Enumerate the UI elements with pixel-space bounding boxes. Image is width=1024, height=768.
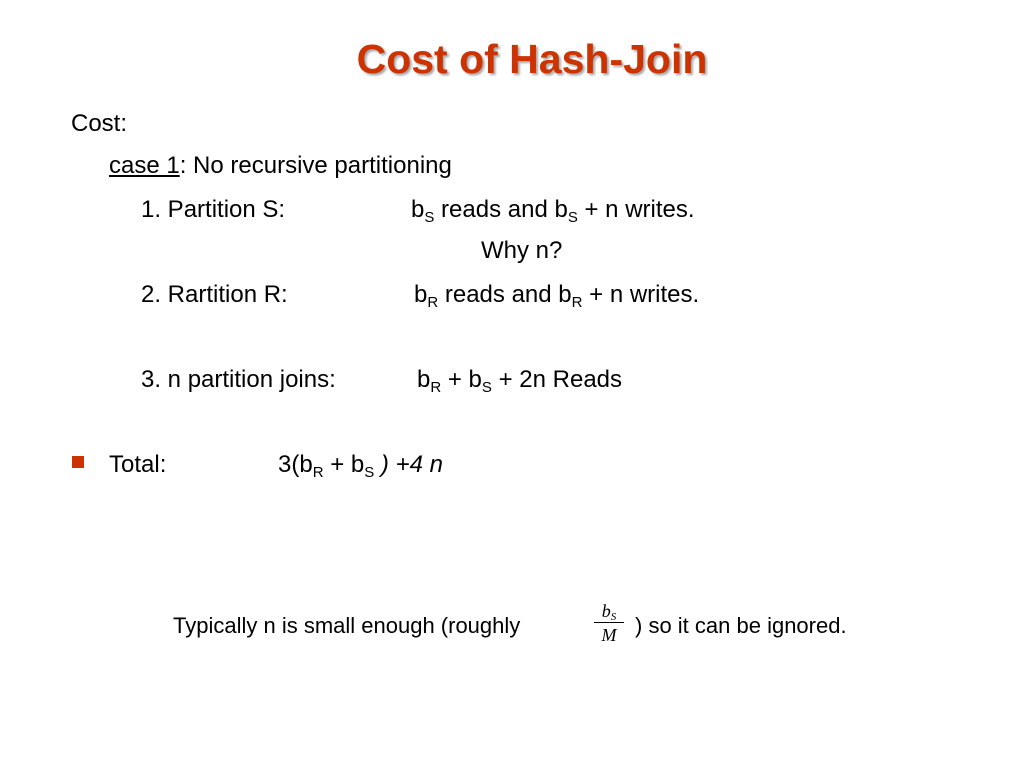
- fraction-numerator: [592, 601, 626, 621]
- step2-b: b: [414, 281, 428, 308]
- step2-sub2: R: [571, 294, 583, 311]
- step3-text2: + 2n Reads: [491, 366, 623, 393]
- total-formula: [278, 451, 443, 479]
- bullet-square-icon: [72, 456, 84, 468]
- step2-label: 2. Rartition R:: [141, 281, 288, 308]
- case-line: [109, 152, 452, 180]
- step2-text2: + n writes.: [582, 281, 700, 308]
- step3-formula: [417, 366, 622, 394]
- step2-text1: reads and b: [438, 281, 572, 308]
- step1-text2: + n writes.: [577, 196, 695, 223]
- total-sub1: R: [312, 464, 324, 481]
- step1-b: b: [411, 196, 425, 223]
- total-part3: ) +4: [374, 451, 430, 478]
- step1-sub1: S: [424, 209, 435, 226]
- fraction-num-sub: S: [610, 611, 617, 623]
- step2-sub1: R: [427, 294, 439, 311]
- why-n-text: Why n?: [481, 237, 563, 264]
- step1-text1: reads and b: [434, 196, 568, 223]
- step2-formula: [414, 281, 699, 309]
- cost-label: Cost:: [71, 110, 128, 137]
- note-text-before: Typically n is small enough (roughly: [173, 613, 521, 638]
- total-part2: + b: [323, 451, 365, 478]
- step1-sub2: S: [567, 209, 578, 226]
- total-n: n: [429, 451, 443, 478]
- fraction-bs-over-m: [592, 601, 626, 645]
- total-label: Total:: [109, 451, 167, 478]
- step3-label: 3. n partition joins:: [141, 366, 336, 393]
- fraction-bar: [594, 622, 624, 623]
- case-text: : No recursive partitioning: [179, 152, 452, 179]
- step3-sub2: S: [481, 379, 492, 396]
- step3-sub1: R: [430, 379, 442, 396]
- note-text-after: ) so it can be ignored.: [635, 613, 847, 638]
- case-label: case 1: [109, 152, 180, 179]
- fraction-num-b: b: [601, 601, 611, 621]
- total-sub2: S: [364, 464, 375, 481]
- step1-formula: [411, 196, 695, 224]
- step3-text1: + b: [441, 366, 482, 393]
- step1-label: 1. Partition S:: [141, 196, 286, 223]
- step3-b: b: [417, 366, 431, 393]
- slide-title: Cost of Hash-Join: [356, 36, 708, 82]
- total-part1: 3(b: [278, 451, 313, 478]
- fraction-denominator: M: [601, 625, 617, 645]
